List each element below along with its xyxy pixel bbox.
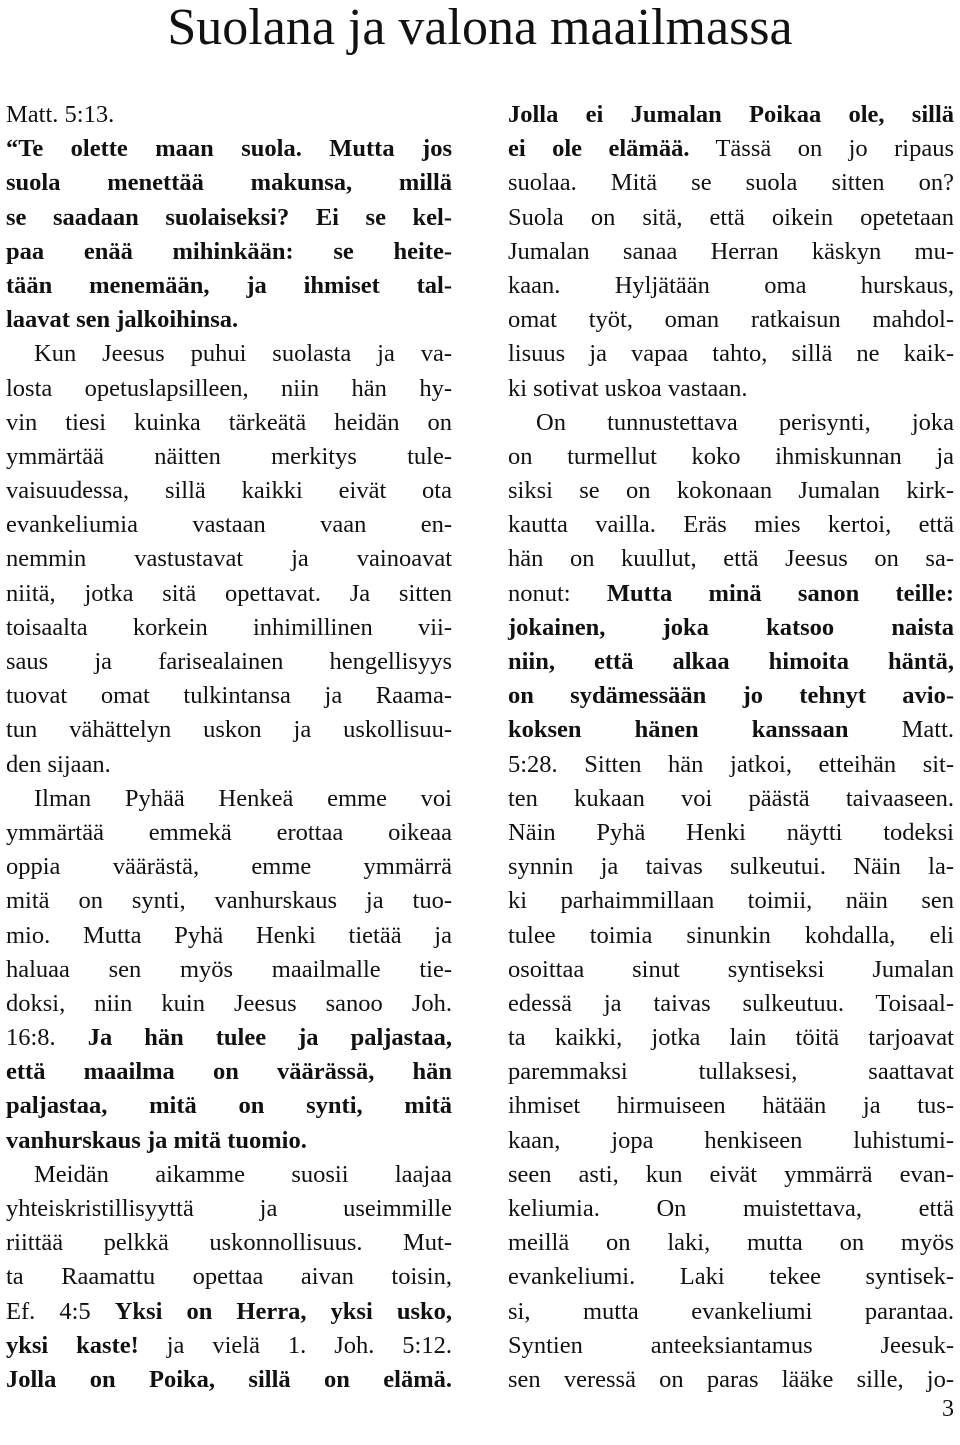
text-line xyxy=(508,337,954,371)
line-text: toisaalta korkein inhimillinen vii- xyxy=(6,613,452,641)
text-line xyxy=(6,201,452,235)
right-column xyxy=(508,98,954,1397)
line-plain-tail: Matt. xyxy=(848,716,955,744)
line-text: 5:28. Sitten hän jatkoi, etteihän sit- xyxy=(508,750,954,778)
line-text: “Te olette maan suola. Mutta jos xyxy=(6,135,452,163)
line-text: vaisuudessa, sillä kaikki eivät ota xyxy=(6,477,452,505)
text-line xyxy=(508,406,954,440)
text-line xyxy=(6,1089,452,1123)
text-line xyxy=(6,1021,452,1055)
text-line xyxy=(508,1055,954,1089)
line-text: on turmellut koko ihmiskunnan ja xyxy=(508,442,954,470)
line-text: tuovat omat tulkintansa ja Raama- xyxy=(6,682,452,710)
line-text: mio. Mutta Pyhä Henki tietää ja xyxy=(6,921,452,949)
text-line xyxy=(6,645,452,679)
text-line xyxy=(6,1226,452,1260)
text-line xyxy=(6,98,452,132)
line-text: vanhurskaus ja mitä tuomio. xyxy=(6,1126,307,1154)
text-line xyxy=(6,850,452,884)
text-line xyxy=(508,508,954,542)
line-text: Näin Pyhä Henki näytti todeksi xyxy=(508,818,954,846)
text-line xyxy=(508,303,954,337)
text-line xyxy=(508,542,954,576)
text-line xyxy=(6,1295,452,1329)
line-text: tään menemään, ja ihmiset tal- xyxy=(6,271,452,299)
line-text: tulee toimia sinunkin kohdalla, eli xyxy=(508,921,954,949)
text-line xyxy=(508,1124,954,1158)
line-text: si, mutta evankeliumi parantaa. xyxy=(508,1297,954,1325)
text-line xyxy=(6,1158,452,1192)
line-text: niitä, jotka sitä opettavat. Ja sitten xyxy=(6,579,452,607)
text-line xyxy=(508,679,954,713)
text-line xyxy=(508,611,954,645)
line-text: paremmaksi tullaksesi, saattavat xyxy=(508,1058,954,1086)
line-text: niin, että alkaa himoita häntä, xyxy=(508,648,954,675)
line-text: ihmiset hirmuiseen hätään ja tus- xyxy=(508,1092,954,1120)
text-line xyxy=(6,816,452,850)
text-line xyxy=(6,884,452,918)
text-line xyxy=(6,166,452,200)
text-line xyxy=(6,542,452,576)
text-line xyxy=(508,474,954,508)
text-line xyxy=(508,1021,954,1055)
left-column xyxy=(6,98,452,1397)
text-line xyxy=(508,1226,954,1260)
line-text: omat työt, oman ratkaisun mahdol- xyxy=(508,306,954,334)
line-text: seen asti, kun eivät ymmärrä evan- xyxy=(508,1160,954,1188)
text-line xyxy=(508,269,954,303)
line-text: ei ole elämää. xyxy=(508,135,690,163)
line-text: Ef. 4:5 xyxy=(6,1297,115,1325)
line-text: ki parhaimmillaan toimii, näin sen xyxy=(508,887,954,915)
line-text: evankeliumi. Laki tekee syntisek- xyxy=(508,1263,954,1291)
line-text: yhteiskristillisyyttä ja useimmille xyxy=(6,1195,452,1222)
line-text: meillä on laki, mutta on myös xyxy=(508,1229,954,1257)
line-bold-tail: Yksi on Herra, yksi usko, xyxy=(114,1297,452,1325)
text-line xyxy=(6,372,452,406)
text-line xyxy=(508,201,954,235)
text-line xyxy=(508,1192,954,1226)
text-line xyxy=(508,98,954,132)
text-line xyxy=(508,1363,954,1397)
line-text: ymmärtää näitten merkitys tule- xyxy=(6,442,452,470)
line-text: Matt. 5:13. xyxy=(6,101,115,128)
line-text: yksi kaste! xyxy=(6,1331,139,1359)
line-text: sen veressä on paras lääke sille, jo- xyxy=(508,1365,954,1393)
text-line xyxy=(508,713,954,747)
text-line xyxy=(6,577,452,611)
text-line xyxy=(6,1329,452,1363)
text-line xyxy=(508,440,954,474)
text-line xyxy=(508,577,954,611)
line-text: Syntien anteeksiantamus Jeesuk- xyxy=(508,1331,954,1359)
line-text: on sydämessään jo tehnyt avio- xyxy=(508,682,954,710)
line-text: laavat sen jalkoihinsa. xyxy=(6,306,239,334)
line-text: evankeliumia vastaan vaan en- xyxy=(6,511,452,539)
line-text: paljastaa, mitä on synti, mitä xyxy=(6,1092,452,1120)
line-text: 16:8. xyxy=(6,1024,88,1052)
text-line xyxy=(6,919,452,953)
line-text: kaan, jopa henkiseen luhistumi- xyxy=(508,1126,954,1154)
line-text: edessä ja taivas sulkeutuu. Toisaal- xyxy=(508,989,954,1017)
line-text: losta opetuslapsilleen, niin hän hy- xyxy=(6,374,452,402)
text-line xyxy=(508,132,954,166)
text-line xyxy=(6,1363,452,1397)
line-text: mitä on synti, vanhurskaus ja tuo- xyxy=(6,887,452,915)
text-line xyxy=(508,645,954,679)
line-text: hän on kuullut, että Jeesus on sa- xyxy=(508,545,954,573)
line-text: Jolla ei Jumalan Poikaa ole, sillä xyxy=(508,101,954,128)
line-text: Jolla on Poika, sillä on elämä. xyxy=(6,1365,452,1393)
line-text: Suola on sitä, että oikein opetetaan xyxy=(508,203,954,231)
text-line xyxy=(6,1192,452,1226)
text-line xyxy=(6,406,452,440)
text-line xyxy=(6,337,452,371)
text-line xyxy=(6,132,452,166)
line-plain-tail: ja vielä 1. Joh. 5:12. xyxy=(138,1331,452,1359)
line-text: Kun Jeesus puhui suolasta ja va- xyxy=(34,340,452,368)
text-line xyxy=(508,850,954,884)
line-text: Meidän aikamme suosii laajaa xyxy=(34,1160,452,1188)
line-text: ta Raamattu opettaa aivan toisin, xyxy=(6,1263,452,1291)
text-line xyxy=(508,884,954,918)
text-line xyxy=(6,782,452,816)
line-text: lisuus ja vapaa tahto, sillä ne kaik- xyxy=(508,340,954,368)
text-line xyxy=(6,1124,452,1158)
text-line xyxy=(508,1089,954,1123)
line-text: nemmin vastustavat ja vainoavat xyxy=(6,545,452,573)
page-title: Suolana ja valona maailmassa xyxy=(167,0,793,56)
text-line xyxy=(6,508,452,542)
text-line xyxy=(508,816,954,850)
line-text: paa enää mihinkään: se heite- xyxy=(6,237,452,265)
line-text: oppia väärästä, emme ymmärrä xyxy=(6,853,452,881)
text-line xyxy=(6,1260,452,1294)
line-text: että maailma on väärässä, hän xyxy=(6,1058,452,1086)
text-line xyxy=(6,679,452,713)
line-text: riittää pelkkä uskonnollisuus. Mut- xyxy=(6,1229,452,1257)
line-text: Jumalan sanaa Herran käskyn mu- xyxy=(508,237,954,265)
line-text: ki sotivat uskoa vastaan. xyxy=(508,374,748,402)
line-text: On tunnustettava perisynti, joka xyxy=(536,408,954,436)
line-text: ten kukaan voi päästä taivaaseen. xyxy=(508,784,954,812)
line-text: jokainen, joka katsoo naista xyxy=(508,613,954,641)
line-bold-tail: Mutta minä sanon teille: xyxy=(606,579,954,607)
text-line xyxy=(508,919,954,953)
line-text: vin tiesi kuinka tärkeätä heidän on xyxy=(6,408,452,436)
line-text: siksi se on kokonaan Jumalan kirk- xyxy=(508,477,954,505)
page-number: 3 xyxy=(942,1396,954,1422)
text-line xyxy=(6,440,452,474)
text-line xyxy=(6,713,452,747)
line-text: tun vähättelyn uskon ja uskollisuu- xyxy=(6,716,452,744)
text-line xyxy=(6,235,452,269)
text-line xyxy=(6,987,452,1021)
line-text: doksi, niin kuin Jeesus sanoo Joh. xyxy=(6,989,452,1017)
line-text: kautta vailla. Eräs mies kertoi, että xyxy=(508,511,954,539)
line-text: ta kaikki, jotka lain töitä tarjoavat xyxy=(508,1024,954,1052)
text-line xyxy=(508,235,954,269)
line-text: osoittaa sinut syntiseksi Jumalan xyxy=(508,955,954,983)
line-text: ymmärtää emmekä erottaa oikeaa xyxy=(6,818,452,846)
text-line xyxy=(508,1295,954,1329)
line-plain-tail: Tässä on jo ripaus xyxy=(689,135,955,163)
text-line xyxy=(6,953,452,987)
text-line xyxy=(508,987,954,1021)
line-text: kaan. Hyljätään oma hurskaus, xyxy=(508,271,954,299)
text-line xyxy=(6,1055,452,1089)
text-line xyxy=(6,611,452,645)
line-text: synnin ja taivas sulkeutui. Näin la- xyxy=(508,853,954,881)
text-line xyxy=(508,166,954,200)
text-line xyxy=(6,748,452,782)
text-line xyxy=(6,303,452,337)
line-text: keliumia. On muistettava, että xyxy=(508,1195,954,1222)
line-text: nonut: xyxy=(508,579,607,607)
text-line xyxy=(508,748,954,782)
line-text: Ilman Pyhää Henkeä emme voi xyxy=(34,784,452,812)
line-text: koksen hänen kanssaan xyxy=(508,716,849,744)
text-line xyxy=(508,1260,954,1294)
text-line xyxy=(508,1158,954,1192)
text-line xyxy=(6,474,452,508)
line-bold-tail: Ja hän tulee ja paljastaa, xyxy=(87,1024,452,1052)
text-line xyxy=(508,1329,954,1363)
line-text: suola menettää makunsa, millä xyxy=(6,169,452,197)
text-line xyxy=(508,953,954,987)
text-line xyxy=(508,782,954,816)
text-line xyxy=(508,372,954,406)
line-text: se saadaan suolaiseksi? Ei se kel- xyxy=(6,203,452,231)
line-text: haluaa sen myös maailmalle tie- xyxy=(6,955,452,983)
line-text: saus ja farisealainen hengellisyys xyxy=(6,648,452,675)
line-text: suolaa. Mitä se suola sitten on? xyxy=(508,169,954,197)
line-text: den sijaan. xyxy=(6,750,111,778)
text-line xyxy=(6,269,452,303)
